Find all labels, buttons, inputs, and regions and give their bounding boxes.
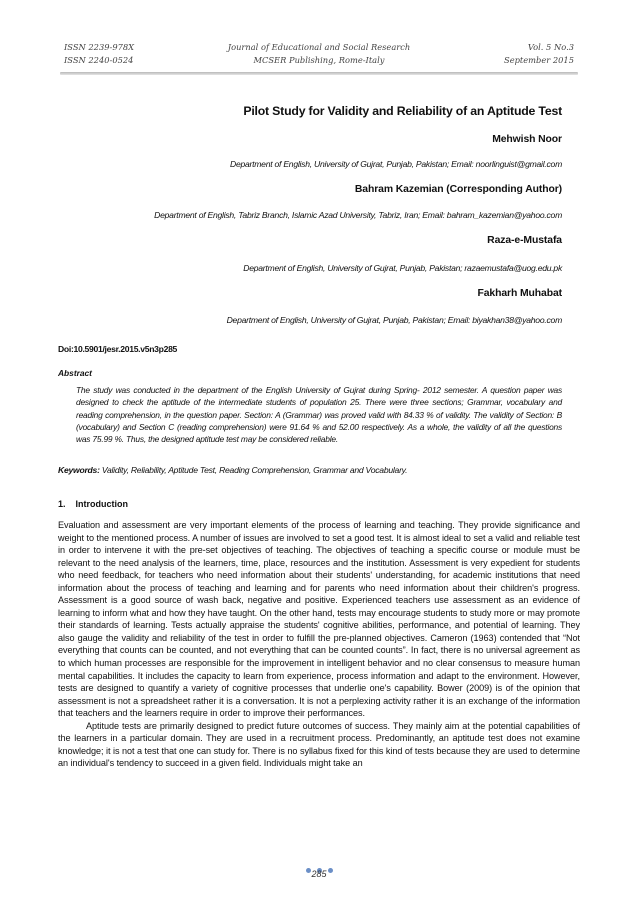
author-name-3: Raza-e-Mustafa <box>487 235 562 246</box>
doi: Doi:10.5901/jesr.2015.v5n3p285 <box>58 344 178 354</box>
journal-name: Journal of Educational and Social Research <box>227 42 411 52</box>
author-name-1: Mehwish Noor <box>492 134 562 145</box>
author-name-4: Fakharh Muhabat <box>477 288 562 299</box>
author-name-2: Bahram Kazemian (Corresponding Author) <box>354 184 562 195</box>
body-text <box>58 519 580 770</box>
body-paragraph: Aptitude tests are primarily designed to predict future outcomes of success. They mainly aim at the potential capabilities of the learners in a particular domain. They are used in a recruitment process. Predominantly, an aptitude test does not examine knowledge; it is not a test that one can study for. There is no syllabus fixed for this kind of tests because they are used to determine an individual's tendency to succeed in a given field. Individuals might take an <box>58 720 580 769</box>
author-affiliation-3: Department of English, University of Gujrat, Punjab, Pakistan; razaemustafa@uog.edu.pk <box>243 263 562 273</box>
keywords <box>58 465 407 475</box>
author-affiliation-4: Department of English, University of Gujrat, Punjab, Pakistan; Email: biyakhan38@yahoo.com <box>226 315 562 325</box>
issue-date: September 2015 <box>504 55 574 65</box>
issn-online: ISSN 2240-0524 <box>64 55 134 65</box>
paper-title: Pilot Study for Validity and Reliability of an Aptitude Test <box>243 104 562 118</box>
keywords-list: Validity, Reliability, Aptitude Test, Reading Comprehension, Grammar and Vocabulary. <box>101 465 408 475</box>
abstract-text: The study was conducted in the department of the English University of Gujrat during Spring- 2012 semester. A question paper was designed to check the aptitude of the intermediate students of population 25. There were three sections; Grammar, vocabulary and reading comprehension, in the question paper. Section: A (Grammar) was proved valid with 84.33 % of validity. The validity of Section: B (vocabulary) and Section C (reading comprehension) were 91.64 % and 52.00 respectively. As a whole, the validity of all the questions was 75.99 %. Thus, the designed aptitude test may be considered reliable. <box>76 385 562 445</box>
issn-print: ISSN 2239-978X <box>64 42 135 52</box>
header-divider <box>60 72 578 75</box>
author-affiliation-2: Department of English, Tabriz Branch, Islamic Azad University, Tabriz, Iran; Email: bahram_kazemian@yahoo.com <box>154 210 562 220</box>
keywords-label: Keywords: <box>58 465 100 475</box>
publisher: MCSER Publishing, Rome-Italy <box>253 55 385 65</box>
running-header <box>58 38 580 74</box>
abstract-heading: Abstract <box>58 368 92 378</box>
section-heading-introduction: 1. Introduction <box>58 499 128 509</box>
author-affiliation-1: Department of English, University of Gujrat, Punjab, Pakistan; Email: noorlinguist@gmail.com <box>229 159 562 169</box>
volume-issue: Vol. 5 No.3 <box>527 42 574 52</box>
body-paragraph: Evaluation and assessment are very important elements of the process of learning and teaching. They provide significance and weight to the mentioned process. A number of issues are involved to set a good test. It is almost ideal to set a valid and reliable test in order to intervene it with the pre-set objectives of teaching. The objectives of teaching a specific course or module must be relevant to the need analysis of the learners, time, place, resources and the institution. Assessment is very expedient for students who need feedback, for teachers who need information about their students' understanding, for academic institutions that need information about the process of teaching and learning and for parents who need information about their children's progress. Assessment is a good source of wash back, negative and positive. Experienced teachers use assessment as an evidence of learning to inform what and how they have taught. On the other hand, tests may encourage students to study more or may promote their standards of learning. Tests actually appraise the students' cognitive abilities, performance, and potential of learning. They also gauge the validity and reliability of the test in order to fulfill the pre-planned objectives. Cameron (1963) contended that “Not everything that counts can be counted, and not everything that can be counted counts”. In fact, there is no universal agreement as to which human processes are responsible for the improvement in intelligent behavior and no clear consensus to measure human mental capabilities. It includes the capacity to learn from experience, process information and adapt to the environment. However, tests are designed to quantify a variety of cognitive processes that underlie one's capability. Bower (2009) is of the opinion that assessment is not a spreadsheet rather it is a conversation. It is not a perplexing activity rather it is an exchange of the information that teachers and the learners require in order to improve their performances. <box>58 520 580 719</box>
page-number: 285 <box>311 869 327 879</box>
